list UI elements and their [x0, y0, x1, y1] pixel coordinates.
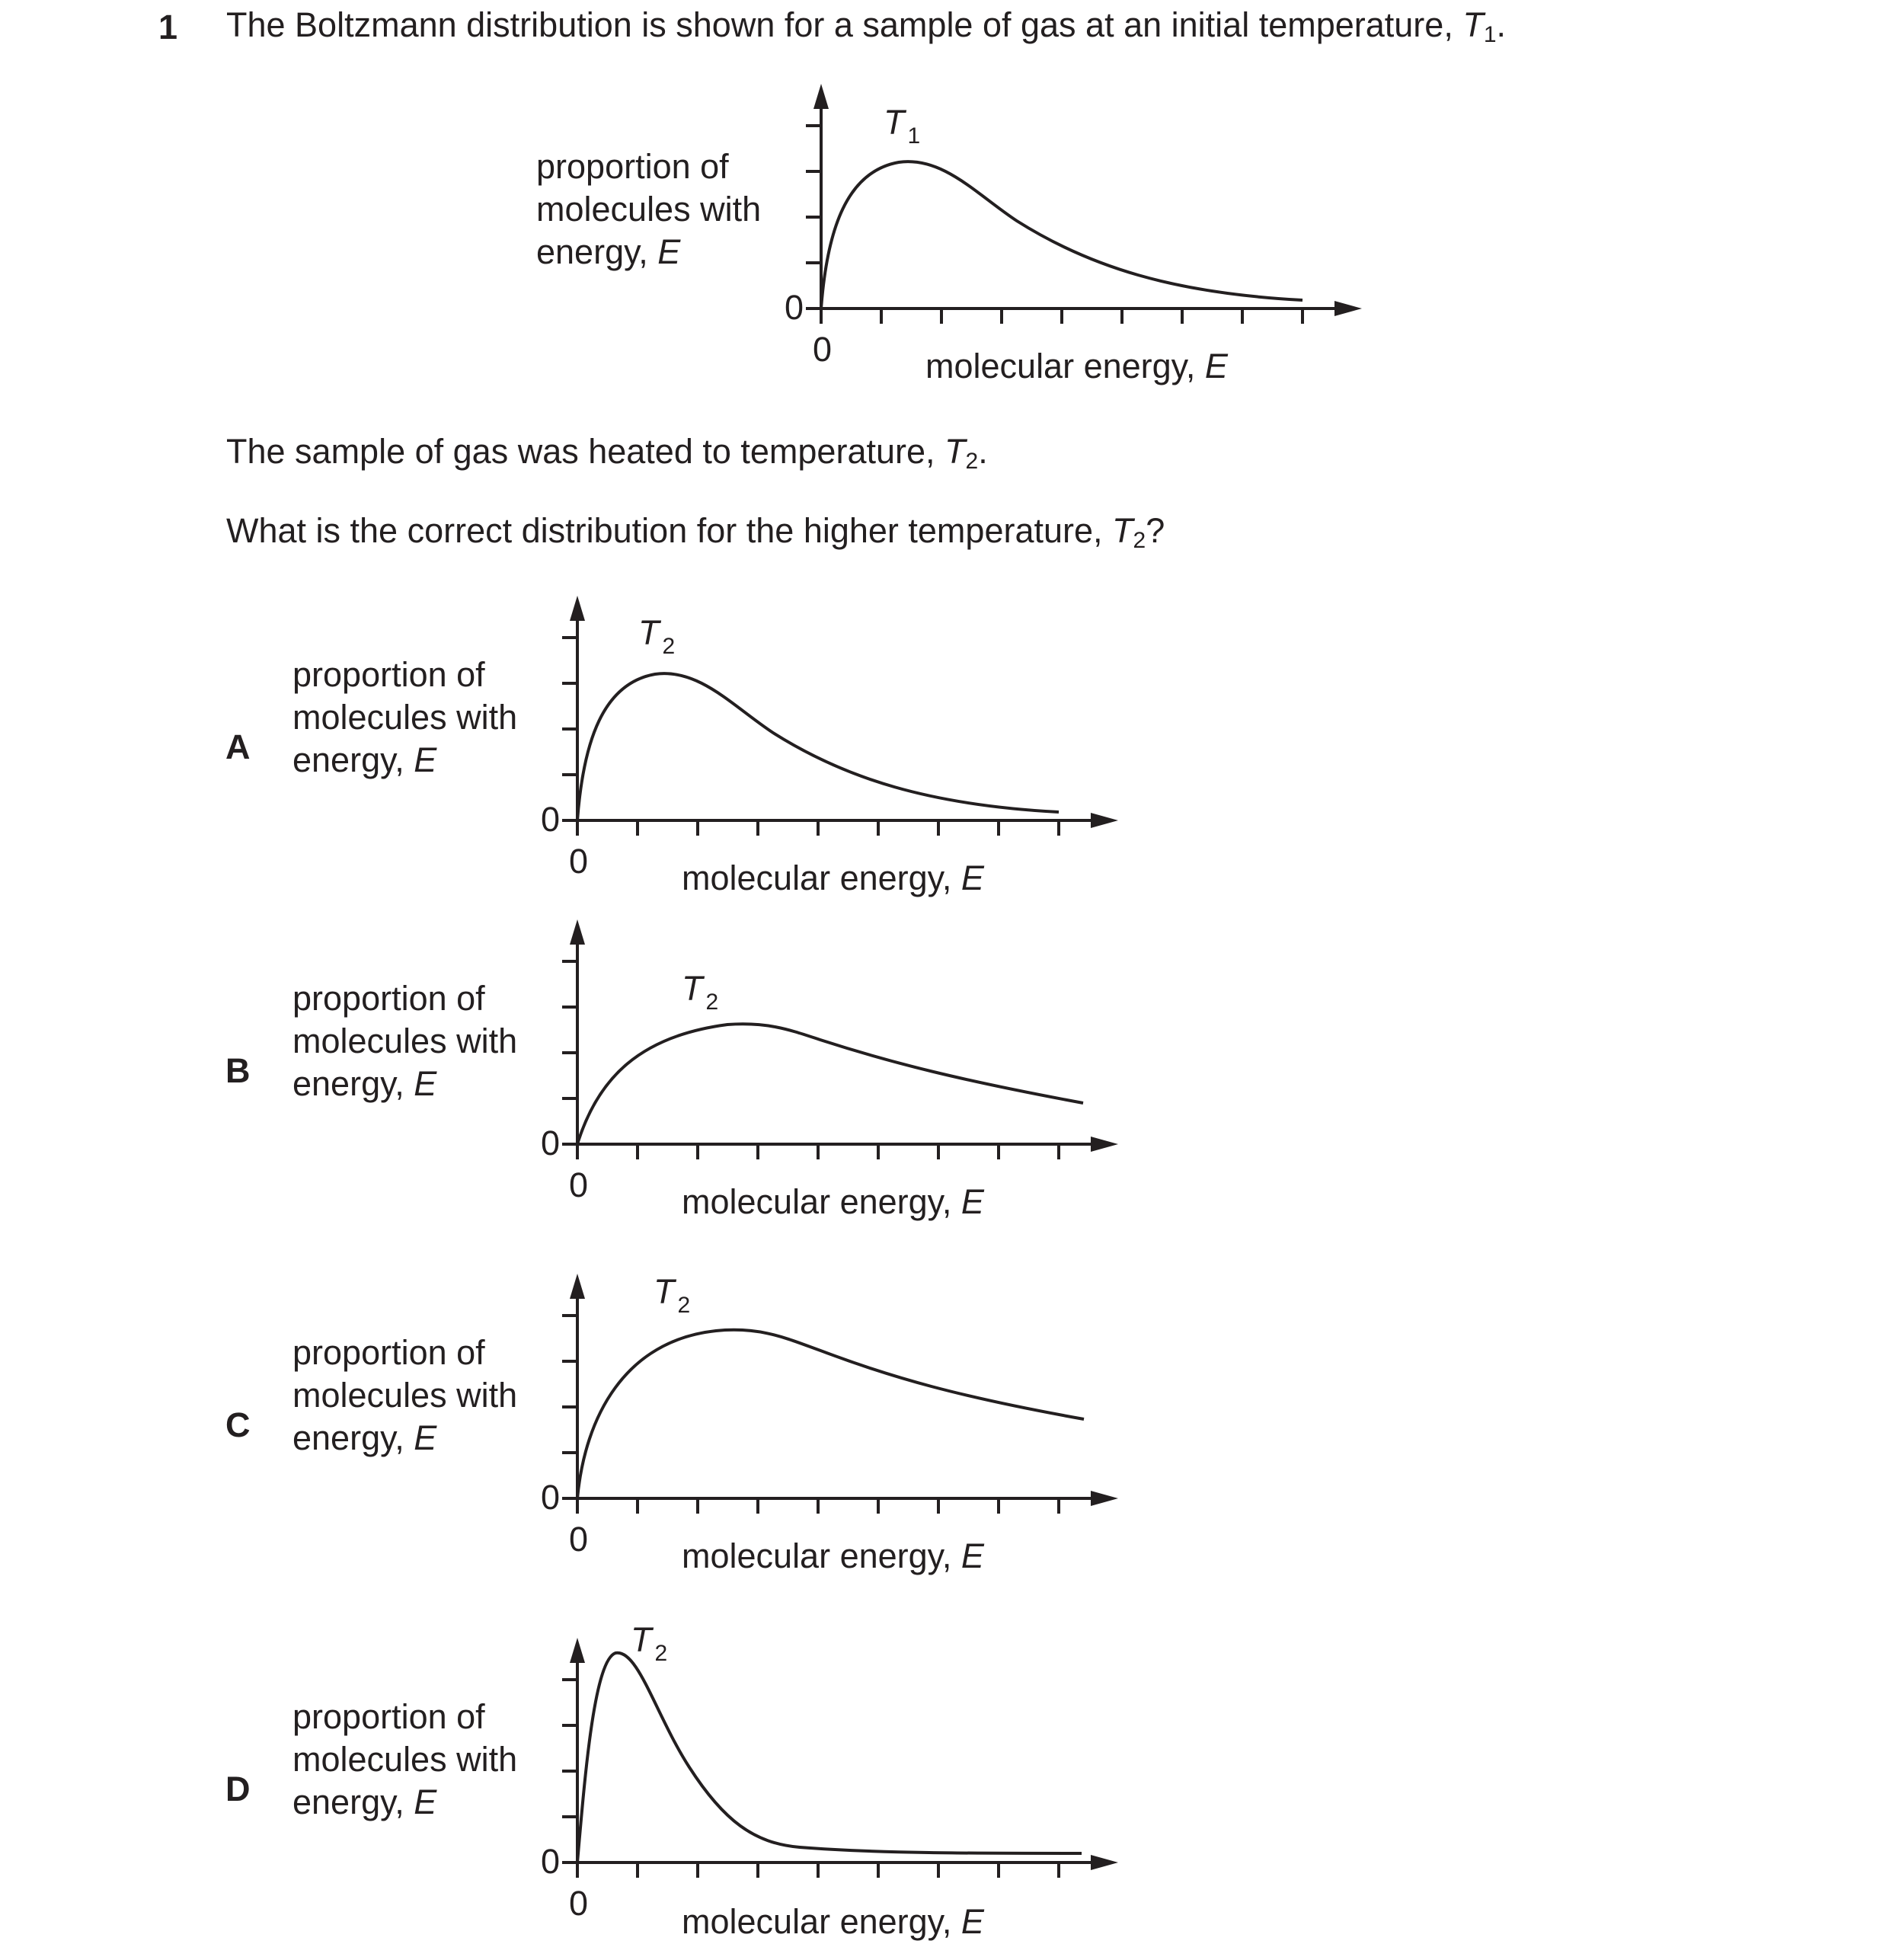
option-a-y-arrow — [570, 596, 585, 621]
option-a-y-axis-label: proportion of molecules with energy, E — [292, 655, 518, 779]
initial-graph — [785, 84, 1362, 385]
option-c-x-axis-label: molecular energy, E — [682, 1536, 984, 1575]
option-c-x-arrow — [1091, 1491, 1118, 1506]
initial-y-arrow — [813, 84, 829, 109]
option-c-x-ticks — [577, 1498, 1059, 1514]
option-d-curve — [577, 1653, 1082, 1862]
option-d-x-ticks — [577, 1862, 1059, 1878]
option-d-origin-y: 0 — [541, 1842, 561, 1881]
option-c-curve — [577, 1330, 1084, 1498]
option-d-y-ticks — [562, 1680, 577, 1862]
option-c-y-arrow — [570, 1274, 585, 1299]
option-a-curve — [577, 673, 1059, 820]
option-c-origin-y: 0 — [541, 1478, 561, 1517]
option-b-graph — [541, 919, 1118, 1221]
option-d-curve-label: T 2 — [631, 1620, 668, 1666]
option-a-curve-label: T 2 — [638, 613, 676, 659]
question-stem: The Boltzmann distribution is shown for a sample of gas at an initial temperature, $T_1$. — [226, 5, 1507, 47]
option-a-x-axis-label: molecular energy, E — [682, 858, 984, 897]
option-c-y-ticks — [562, 1316, 577, 1498]
option-d-y-arrow — [570, 1638, 585, 1663]
option-c-y-axis-label: proportion of molecules with energy, E — [292, 1333, 518, 1457]
initial-y-ticks — [806, 126, 821, 309]
initial-y-axis-label: proportion of molecules with energy, E — [536, 147, 762, 271]
option-d-graph — [541, 1620, 1118, 1941]
option-a-x-ticks — [577, 820, 1059, 836]
option-b-y-axis-label: proportion of molecules with energy, E — [292, 979, 518, 1103]
heated-statement: The sample of gas was heated to temperature, $T_2$. — [226, 432, 988, 474]
option-c-curve-label: T 2 — [654, 1272, 691, 1318]
initial-origin-y: 0 — [785, 288, 804, 327]
option-d-x-axis-label: molecular energy, E — [682, 1902, 984, 1941]
option-b-curve-label: T 2 — [682, 969, 719, 1015]
option-b-origin-x: 0 — [569, 1165, 589, 1204]
option-b-x-axis-label: molecular energy, E — [682, 1182, 984, 1221]
option-b-y-ticks — [562, 961, 577, 1144]
option-a-y-ticks — [562, 638, 577, 820]
option-d-y-axis-label: proportion of molecules with energy, E — [292, 1697, 518, 1821]
option-a-origin-y: 0 — [541, 800, 561, 839]
initial-x-axis-label: molecular energy, E — [925, 347, 1228, 385]
option-a-graph — [541, 596, 1118, 897]
option-d-origin-x: 0 — [569, 1884, 589, 1923]
option-b-y-arrow — [570, 919, 585, 945]
option-b-origin-y: 0 — [541, 1124, 561, 1162]
initial-x-arrow — [1334, 301, 1362, 316]
option-d-x-arrow — [1091, 1855, 1118, 1870]
question-number: 1 — [158, 8, 178, 46]
option-a-origin-x: 0 — [569, 842, 589, 881]
initial-origin-x: 0 — [813, 330, 833, 369]
initial-x-ticks — [821, 309, 1302, 324]
option-a-letter[interactable]: A — [225, 727, 251, 766]
option-c-letter[interactable]: C — [225, 1405, 251, 1444]
option-b-curve — [577, 1024, 1083, 1144]
option-a-x-arrow — [1091, 813, 1118, 828]
question-prompt: What is the correct distribution for the higher temperature, $T_2$? — [226, 511, 1165, 553]
initial-curve-label: T 1 — [884, 103, 921, 149]
initial-curve-t1 — [821, 161, 1302, 309]
option-b-letter[interactable]: B — [225, 1051, 251, 1090]
option-d-letter[interactable]: D — [225, 1770, 251, 1808]
option-b-x-arrow — [1091, 1137, 1118, 1152]
option-c-graph — [541, 1272, 1118, 1575]
option-b-x-ticks — [577, 1144, 1059, 1159]
option-c-origin-x: 0 — [569, 1520, 589, 1559]
